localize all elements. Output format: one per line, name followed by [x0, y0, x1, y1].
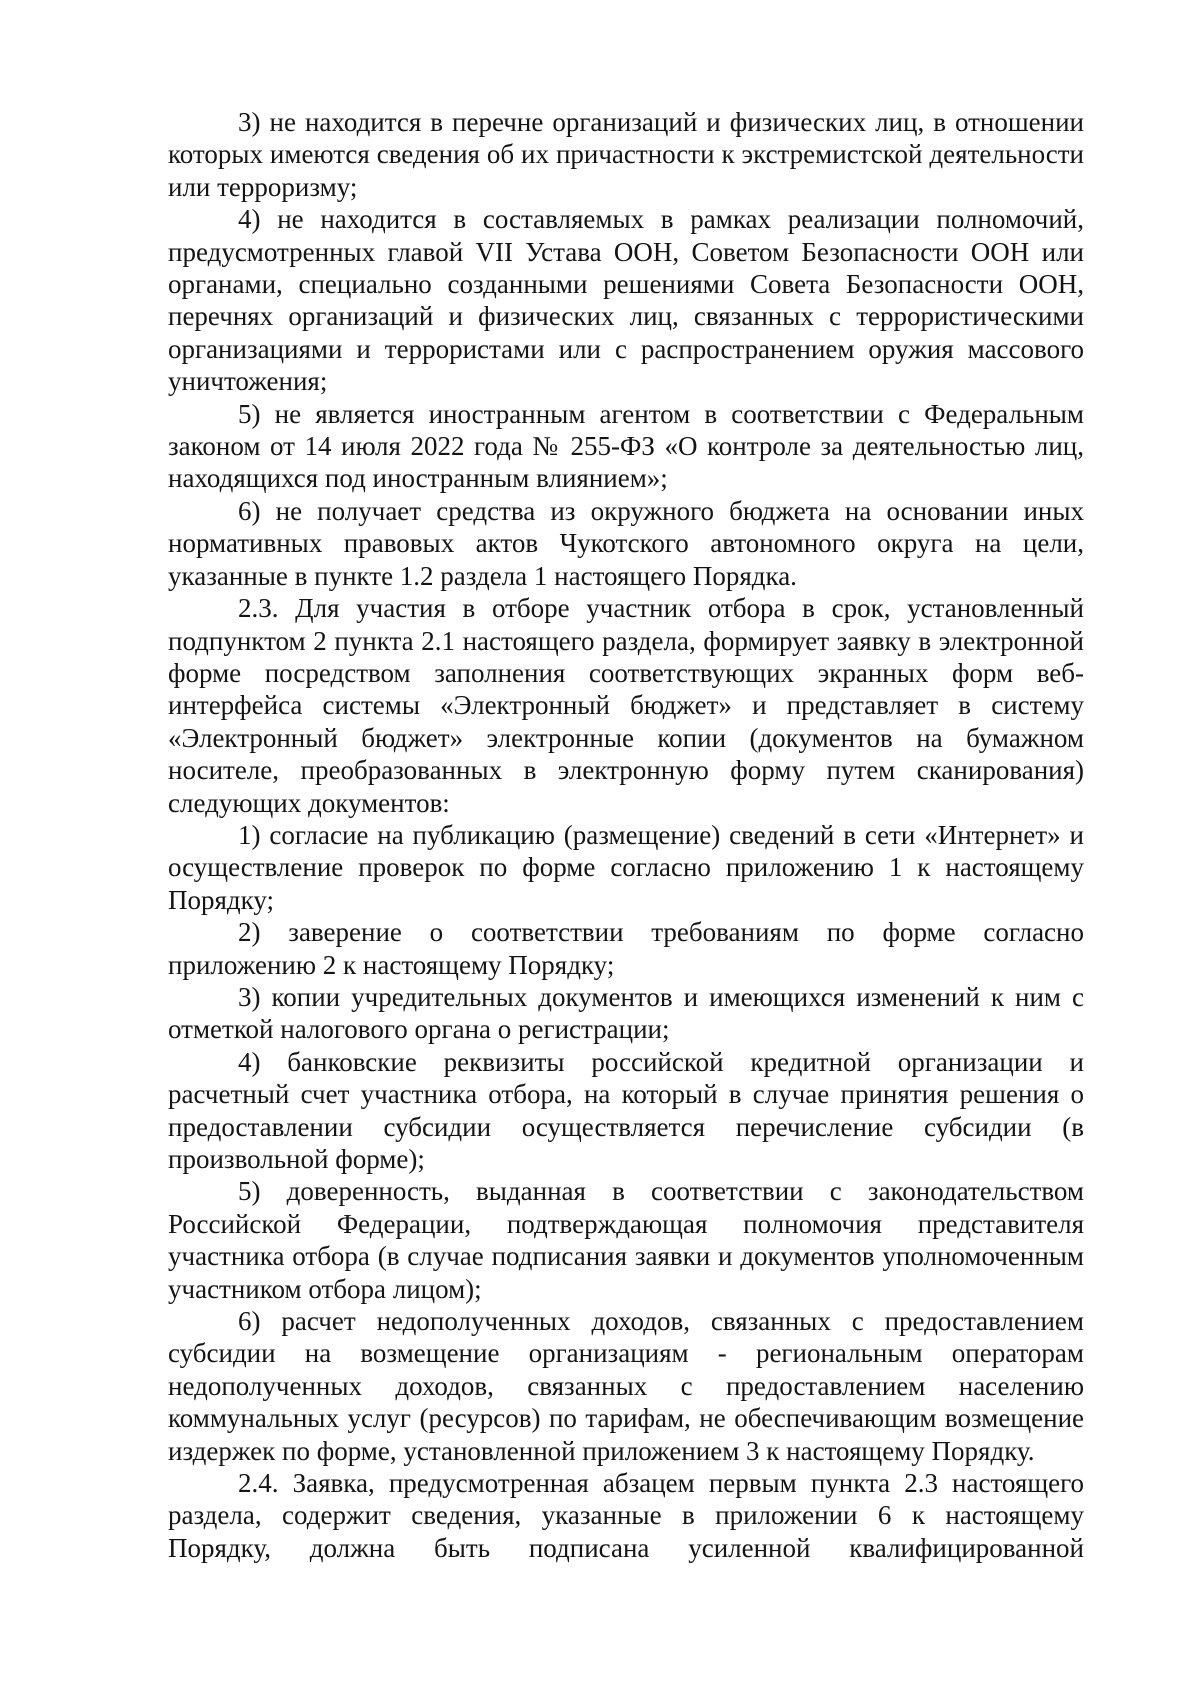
- paragraph-doc-5: 5) доверенность, выданная в соответствии с законодательством Российской Федерации, подтверждающая полномочия представителя участника отбора (в случае подписания заявки и документов уполномоченным участником отбора лицом);: [168, 1176, 1084, 1304]
- paragraph-doc-4: 4) банковские реквизиты российской кредитной организации и расчетный счет участника отбора, на который в случае принятия решения о предоставлении субсидии осуществляется перечисление субсидии (в произвольной форме);: [168, 1046, 1084, 1174]
- paragraph-doc-3: 3) копии учредительных документов и имеющихся изменений к ним с отметкой налогового органа о регистрации;: [168, 981, 1084, 1045]
- paragraph-section-2-3: 2.3. Для участия в отборе участник отбора в срок, установленный подпунктом 2 пункта 2.1 настоящего раздела, формирует заявку в электронной форме посредством заполнения соответствующих экранных форм веб-интерфейса системы «Электронный бюджет» и представляет в систему «Электронный бюджет» электронные копии (документов на бумажном носителе, преобразованных в электронную форму путем сканирования) следующих документов:: [168, 593, 1084, 818]
- paragraph-item-3: 3) не находится в перечне организаций и физических лиц, в отношении которых имеются сведения об их причастности к экстремистской деятельности или терроризму;: [168, 107, 1084, 202]
- paragraph-item-5: 5) не является иностранным агентом в соответствии с Федеральным законом от 14 июля 2022 года № 255-ФЗ «О контроле за деятельностью лиц, находящихся под иностранным влиянием»;: [168, 398, 1084, 494]
- paragraph-item-4: 4) не находится в составляемых в рамках реализации полномочий, предусмотренных главой VII Устава ООН, Советом Безопасности ООН или органами, специально созданными решениями Совета Безопасности ООН, перечнях организаций и физических лиц, связанных с террористическими организациями и террористами или с распространением оружия массового уничтожения;: [168, 204, 1084, 397]
- paragraph-doc-2: 2) заверение о соответствии требованиям по форме согласно приложению 2 к настоящему Порядку;: [168, 917, 1084, 980]
- paragraph-doc-1: 1) согласие на публикацию (размещение) сведений в сети «Интернет» и осуществление проверок по форме согласно приложению 1 к настоящему Порядку;: [168, 819, 1084, 915]
- paragraph-section-2-4: 2.4. Заявка, предусмотренная абзацем первым пункта 2.3 настоящего раздела, содержит сведения, указанные в приложении 6 к настоящему Порядку, должна быть подписана усиленной квалифицированной: [168, 1468, 1084, 1563]
- paragraph-doc-6: 6) расчет недополученных доходов, связанных с предоставлением субсидии на возмещение организациям - региональным операторам недополученных доходов, связанных с предоставлением населению коммунальных услуг (ресурсов) по тарифам, не обеспечивающим возмещение издержек по форме, установленной приложением 3 к настоящему Порядку.: [168, 1306, 1084, 1466]
- document-body: [168, 106, 1084, 1564]
- paragraph-item-6: 6) не получает средства из окружного бюджета на основании иных нормативных правовых актов Чукотского автономного округа на цели, указанные в пункте 1.2 раздела 1 настоящего Порядка.: [168, 495, 1084, 591]
